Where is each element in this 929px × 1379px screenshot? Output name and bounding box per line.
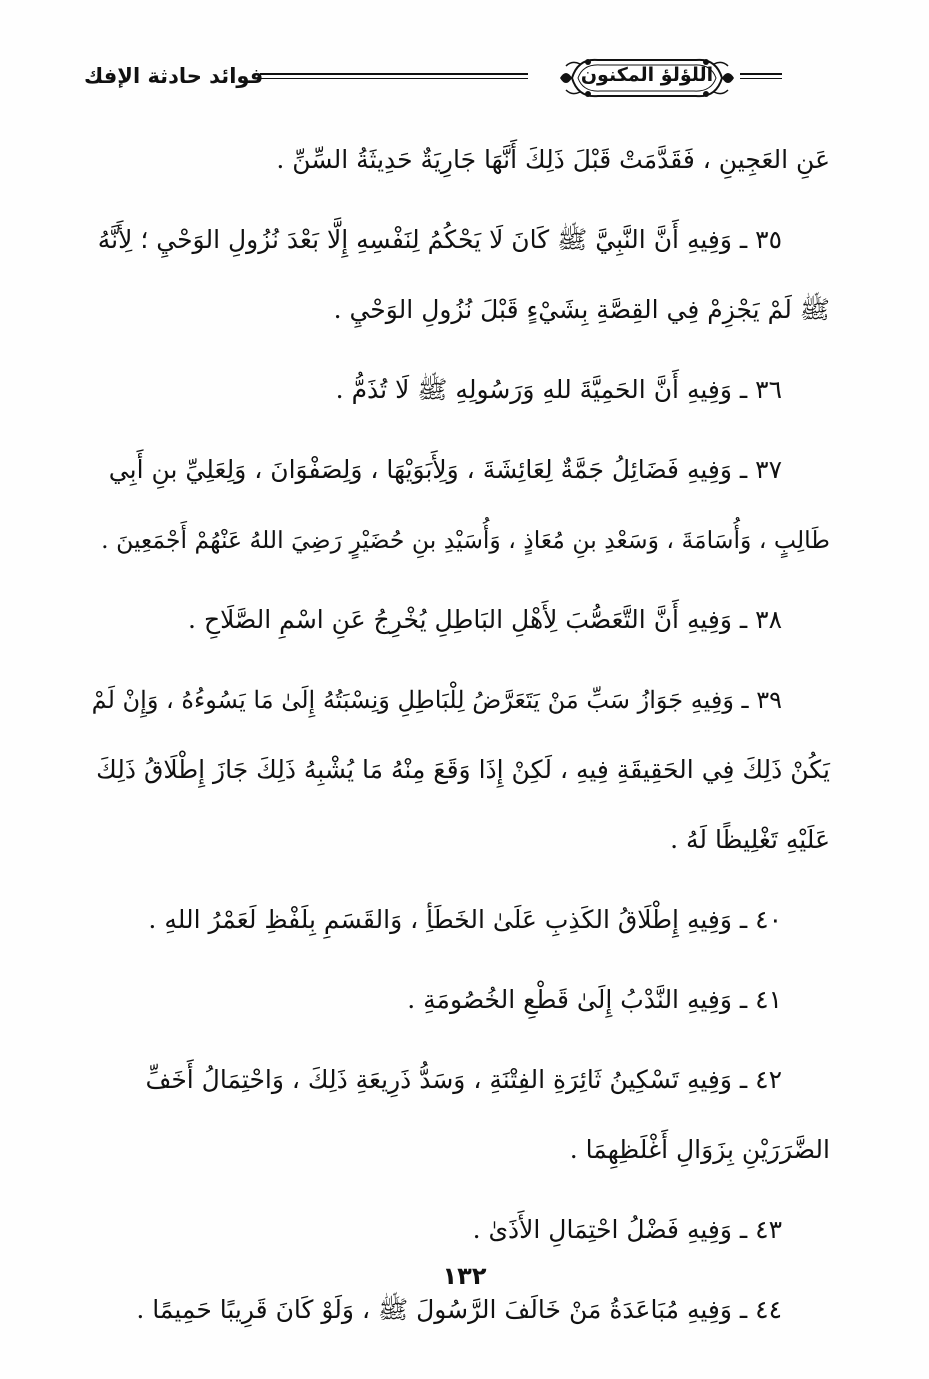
text-line: ٤١ ـ وَفِيهِ النَّدْبُ إِلَىٰ قَطْعِ الخُصُومَةِ . [407,985,782,1014]
paragraph-36 [90,355,830,425]
page-body [90,125,830,1355]
text-line: الضَّرَرَيْنِ بِزَوَالِ أَغْلَظِهِمَا . [569,1135,830,1164]
text-line: عَنِ العَجِينِ ، فَقَدَّمَتْ قَبْلَ ذَلِكَ أَنَّهَا جَارِيَةٌ حَدِيثَةُ السِّنِّ . [276,145,830,174]
paragraph-40 [90,885,830,955]
header-rule-right [740,73,782,79]
chapter-title: فوائد حادثة الإفك [84,64,264,88]
text-line: يَكُنْ ذَلِكَ فِي الحَقِيقَةِ فِيهِ ، لَكِنْ إِذَا وَقَعَ مِنْهُ مَا يُشْبِهُ ذَلِكَ جَازَ إِطْلَاقُ ذَلِكَ [96,755,830,784]
running-header [80,52,835,108]
paragraph-37 [90,435,830,575]
text-line: ٤٤ ـ وَفِيهِ مُبَاعَدَةُ مَنْ خَالَفَ الرَّسُولَ ﷺ ، وَلَوْ كَانَ قَرِيبًا حَمِيمًا . [136,1295,782,1324]
text-line: ٣٨ ـ وَفِيهِ أَنَّ التَّعَصُّبَ لِأَهْلِ البَاطِلِ يُخْرِجُ عَنِ اسْمِ الصَّلَاحِ . [188,605,782,634]
paragraph-41 [90,965,830,1035]
text-line: ٤٢ ـ وَفِيهِ تَسْكِينُ ثَائِرَةِ الفِتْنَةِ ، وَسَدُّ ذَرِيعَةِ ذَلِكَ ، وَاحْتِمَالُ أَخَفِّ [145,1065,782,1094]
text-line: ٤٠ ـ وَفِيهِ إِطْلَاقُ الكَذِبِ عَلَىٰ الخَطَأِ ، وَالقَسَمِ بِلَفْظِ لَعَمْرُ اللهِ . [148,905,782,934]
text-line: طَالِبٍ ، وَأُسَامَةَ ، وَسَعْدِ بنِ مُعَاذٍ ، وَأُسَيْدِ بنِ حُضَيْرٍ رَضِيَ اللهُ عَنْهُمْ أَجْمَعِينَ . [101,526,830,554]
book-title: اللؤلؤ المكنون [580,64,714,86]
paragraph-42 [90,1045,830,1185]
text-line: ٤٣ ـ وَفِيهِ فَضْلُ احْتِمَالِ الأَذَىٰ . [472,1215,782,1244]
paragraph-continuation [90,125,830,195]
book-title-cartouche [558,52,736,104]
paragraph-35 [90,205,830,345]
text-line: ٣٩ ـ وَفِيهِ جَوَازُ سَبِّ مَنْ يَتَعَرَّضُ لِلْبَاطِلِ وَنِسْبَتُهُ إِلَىٰ مَا يَسُوءُهُ ، وَإِنْ لَمْ [91,686,782,714]
paragraph-38 [90,585,830,655]
text-line: عَلَيْهِ تَغْلِيظًا لَهُ . [670,825,830,854]
text-line: ﷺ لَمْ يَجْزِمْ فِي القِصَّةِ بِشَيْءٍ قَبْلَ نُزُولِ الوَحْيِ . [333,295,830,324]
header-rule-left [260,73,528,79]
paragraph-39 [90,665,830,875]
text-line: ٣٥ ـ وَفِيهِ أَنَّ النَّبِيَّ ﷺ كَانَ لَا يَحْكُمُ لِنَفْسِهِ إِلَّا بَعْدَ نُزُولِ الوَحْيِ ؛ لِأَنَّهُ [97,225,782,254]
text-line: ٣٦ ـ وَفِيهِ أَنَّ الحَمِيَّةَ للهِ وَرَسُولِهِ ﷺ لَا تُذَمُّ . [335,375,782,404]
paragraph-43 [90,1195,830,1265]
page-number: ١٣٢ [442,1262,487,1290]
text-line: ٣٧ ـ وَفِيهِ فَضَائِلُ جَمَّةٌ لِعَائِشَةَ ، وَلِأَبَوَيْهَا ، وَلِصَفْوَانَ ، وَلِعَلِيِّ بنِ أَبِي [108,455,782,484]
